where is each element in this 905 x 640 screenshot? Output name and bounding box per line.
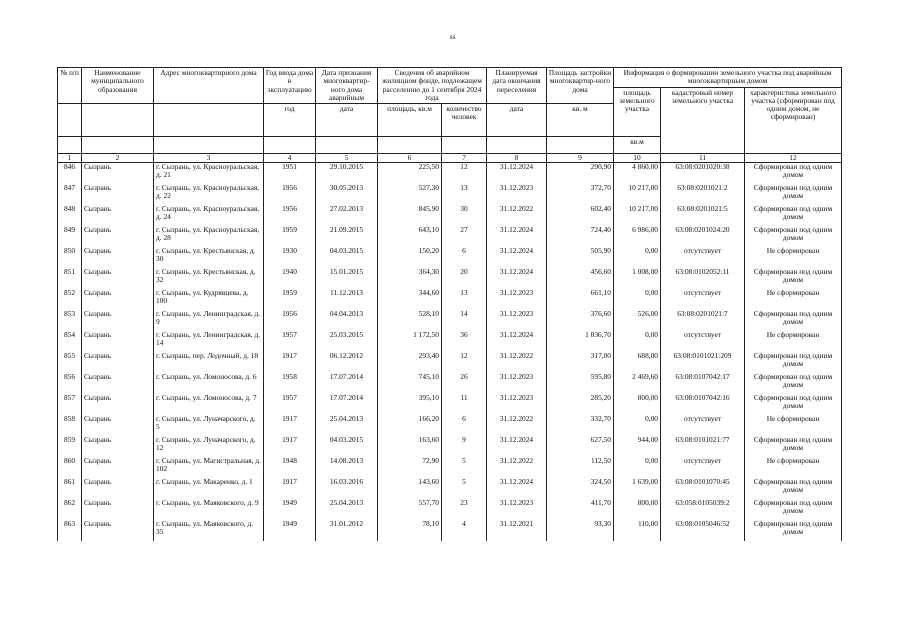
planned-date-cell: 31.12.2023 bbox=[487, 184, 547, 205]
cadastral-cell: 63:08:0201020:38 bbox=[661, 163, 745, 184]
municipality-cell: Сызрань bbox=[82, 268, 154, 289]
planned-date-cell: 31.12.2022 bbox=[487, 205, 547, 226]
address-cell: г. Сызрань, ул. Красноуральская, д. 21 bbox=[154, 163, 264, 184]
municipality-cell: Сызрань bbox=[82, 352, 154, 373]
municipality-cell: Сызрань bbox=[82, 289, 154, 310]
address-cell: г. Сызрань, ул. Луначарского, д. 5 bbox=[154, 415, 264, 436]
characteristic-cell: Сформирован под одним домом bbox=[745, 352, 842, 373]
cadastral-cell: 63:08:0105046:52 bbox=[661, 520, 745, 541]
year-cell: 1917 bbox=[264, 352, 316, 373]
table-row bbox=[58, 247, 842, 268]
residents-cell: 4 bbox=[442, 520, 487, 541]
planned-date-cell: 31.12.2022 bbox=[487, 415, 547, 436]
row-number: 858 bbox=[58, 415, 82, 436]
unit-year: год bbox=[264, 104, 316, 137]
emergency-housing-table bbox=[57, 67, 842, 541]
column-number: 6 bbox=[378, 154, 442, 163]
recognition-date-cell: 31.01.2012 bbox=[316, 520, 378, 541]
table-row bbox=[58, 415, 842, 436]
land-area-cell: 0,00 bbox=[614, 289, 661, 310]
row-number: 855 bbox=[58, 352, 82, 373]
area-cell: 150,20 bbox=[378, 247, 442, 268]
year-cell: 1959 bbox=[264, 226, 316, 247]
recognition-date-cell: 27.02.2013 bbox=[316, 205, 378, 226]
characteristic-cell: Сформирован под одним домом bbox=[745, 478, 842, 499]
cadastral-cell: 63:08:0101021:77 bbox=[661, 436, 745, 457]
address-cell: г. Сызрань, ул. Маяковского, д. 9 bbox=[154, 499, 264, 520]
residents-cell: 20 bbox=[442, 268, 487, 289]
area-cell: 225,50 bbox=[378, 163, 442, 184]
table-row bbox=[58, 373, 842, 394]
address-cell: г. Сызрань, ул. Красноуральская, д. 22 bbox=[154, 184, 264, 205]
address-cell: г. Сызрань, ул. Красноуральская, д. 24 bbox=[154, 205, 264, 226]
unit-land-sqm: кв.м bbox=[614, 137, 661, 154]
area-cell: 557,70 bbox=[378, 499, 442, 520]
area-cell: 163,60 bbox=[378, 436, 442, 457]
table-row bbox=[58, 352, 842, 373]
planned-date-cell: 31.12.2023 bbox=[487, 289, 547, 310]
year-cell: 1959 bbox=[264, 289, 316, 310]
unit-area: площадь, кв.м bbox=[378, 104, 442, 137]
cadastral-cell: 63:08:0102052:11 bbox=[661, 268, 745, 289]
characteristic-cell: Сформирован под одним домом bbox=[745, 184, 842, 205]
address-cell: г. Сызрань, ул. Крестьянская, д. 32 bbox=[154, 268, 264, 289]
residents-cell: 36 bbox=[442, 331, 487, 352]
building-area-cell: 372,70 bbox=[547, 184, 614, 205]
cadastral-cell: 63:08:0201021:2 bbox=[661, 184, 745, 205]
cadastral-cell: 63:08:0201021:5 bbox=[661, 205, 745, 226]
unit-date: дата bbox=[316, 104, 378, 137]
characteristic-cell: Сформирован под одним домом bbox=[745, 268, 842, 289]
row-number: 862 bbox=[58, 499, 82, 520]
area-cell: 395,10 bbox=[378, 394, 442, 415]
column-number: 8 bbox=[487, 154, 547, 163]
cadastral-cell: 63:08:0201021:7 bbox=[661, 310, 745, 331]
residents-cell: 6 bbox=[442, 415, 487, 436]
residents-cell: 5 bbox=[442, 457, 487, 478]
characteristic-cell: Сформирован под одним домом bbox=[745, 310, 842, 331]
year-cell: 1957 bbox=[264, 394, 316, 415]
unit-empty-7 bbox=[264, 137, 316, 154]
area-cell: 643,10 bbox=[378, 226, 442, 247]
residents-cell: 30 bbox=[442, 205, 487, 226]
recognition-date-cell: 17.07.2014 bbox=[316, 394, 378, 415]
year-cell: 1958 bbox=[264, 373, 316, 394]
building-area-cell: 1 036,70 bbox=[547, 331, 614, 352]
column-number: 12 bbox=[745, 154, 842, 163]
year-cell: 1956 bbox=[264, 310, 316, 331]
table-row bbox=[58, 268, 842, 289]
year-cell: 1949 bbox=[264, 520, 316, 541]
row-number: 848 bbox=[58, 205, 82, 226]
unit-sqm: кв. м bbox=[547, 104, 614, 137]
building-area-cell: 332,70 bbox=[547, 415, 614, 436]
header-year: Год ввода дома в эксплуатацию bbox=[264, 68, 316, 104]
row-number: 850 bbox=[58, 247, 82, 268]
recognition-date-cell: 15.01.2015 bbox=[316, 268, 378, 289]
land-area-cell: 4 860,00 bbox=[614, 163, 661, 184]
characteristic-cell: Не сформирован bbox=[745, 415, 842, 436]
land-area-cell: 0,00 bbox=[614, 331, 661, 352]
building-area-cell: 376,60 bbox=[547, 310, 614, 331]
residents-cell: 27 bbox=[442, 226, 487, 247]
table-row bbox=[58, 478, 842, 499]
building-area-cell: 112,50 bbox=[547, 457, 614, 478]
building-area-cell: 724,40 bbox=[547, 226, 614, 247]
column-number: 4 bbox=[264, 154, 316, 163]
area-cell: 845,90 bbox=[378, 205, 442, 226]
area-cell: 528,10 bbox=[378, 310, 442, 331]
residents-cell: 11 bbox=[442, 394, 487, 415]
column-number: 10 bbox=[614, 154, 661, 163]
land-area-cell: 688,00 bbox=[614, 352, 661, 373]
cadastral-cell: отсутствует bbox=[661, 247, 745, 268]
year-cell: 1948 bbox=[264, 457, 316, 478]
area-cell: 78,10 bbox=[378, 520, 442, 541]
header-land-info: Информация о формировании земельного участка под аварийным многоквартирным домом bbox=[614, 68, 842, 88]
address-cell: г. Сызрань, ул. Луначарского, д. 12 bbox=[154, 436, 264, 457]
recognition-date-cell: 06.12.2012 bbox=[316, 352, 378, 373]
characteristic-cell: Сформирован под одним домом bbox=[745, 520, 842, 541]
row-number: 857 bbox=[58, 394, 82, 415]
planned-date-cell: 31.12.2022 bbox=[487, 457, 547, 478]
land-area-cell: 800,00 bbox=[614, 499, 661, 520]
building-area-cell: 595,80 bbox=[547, 373, 614, 394]
unit-empty-5 bbox=[82, 137, 154, 154]
planned-date-cell: 31.12.2024 bbox=[487, 331, 547, 352]
table-row bbox=[58, 331, 842, 352]
cadastral-cell: 63:08:0107042:17 bbox=[661, 373, 745, 394]
cadastral-cell: 63:08:0101021:209 bbox=[661, 352, 745, 373]
planned-date-cell: 31.12.2024 bbox=[487, 226, 547, 247]
characteristic-cell: Не сформирован bbox=[745, 331, 842, 352]
address-cell: г. Сызрань, ул. Кудрявцева, д. 100 bbox=[154, 289, 264, 310]
address-cell: г. Сызрань, ул. Крестьянская, д. 30 bbox=[154, 247, 264, 268]
recognition-date-cell: 29.10.2015 bbox=[316, 163, 378, 184]
recognition-date-cell: 04.03.2015 bbox=[316, 247, 378, 268]
column-number: 11 bbox=[661, 154, 745, 163]
year-cell: 1940 bbox=[264, 268, 316, 289]
address-cell: г. Сызрань, ул. Ленинградская, д. 14 bbox=[154, 331, 264, 352]
row-number: 861 bbox=[58, 478, 82, 499]
row-number: 846 bbox=[58, 163, 82, 184]
building-area-cell: 285,20 bbox=[547, 394, 614, 415]
characteristic-cell: Сформирован под одним домом bbox=[745, 205, 842, 226]
header-recognition-date: Дата признания многоквартир-ного дома аварийным bbox=[316, 68, 378, 104]
cadastral-cell: 63:058:0105039:2 bbox=[661, 499, 745, 520]
address-cell: г. Сызрань, ул. Красноуральская, д. 28 bbox=[154, 226, 264, 247]
area-cell: 364,30 bbox=[378, 268, 442, 289]
table-row bbox=[58, 226, 842, 247]
planned-date-cell: 31.12.2024 bbox=[487, 268, 547, 289]
municipality-cell: Сызрань bbox=[82, 478, 154, 499]
table-row bbox=[58, 184, 842, 205]
municipality-cell: Сызрань bbox=[82, 310, 154, 331]
cadastral-cell: отсутствует bbox=[661, 457, 745, 478]
municipality-cell: Сызрань bbox=[82, 373, 154, 394]
municipality-cell: Сызрань bbox=[82, 499, 154, 520]
recognition-date-cell: 30.05.2013 bbox=[316, 184, 378, 205]
recognition-date-cell: 04.03.2015 bbox=[316, 436, 378, 457]
address-cell: г. Сызрань, ул. Ленинградская, д. 9 bbox=[154, 310, 264, 331]
land-area-cell: 0,00 bbox=[614, 415, 661, 436]
building-area-cell: 324,50 bbox=[547, 478, 614, 499]
year-cell: 1917 bbox=[264, 415, 316, 436]
cadastral-cell: 63:08:0101070:45 bbox=[661, 478, 745, 499]
address-cell: г. Сызрань, ул. Магистральная, д. 102 bbox=[154, 457, 264, 478]
area-cell: 293,40 bbox=[378, 352, 442, 373]
header-emergency-fund: Сведения об аварийном жилищном фонде, подлежащем расселению до 1 сентября 2024 года bbox=[378, 68, 487, 104]
residents-cell: 23 bbox=[442, 499, 487, 520]
planned-date-cell: 31.12.2023 bbox=[487, 499, 547, 520]
area-cell: 745,10 bbox=[378, 373, 442, 394]
unit-empty-4 bbox=[58, 137, 82, 154]
land-area-cell: 1 639,00 bbox=[614, 478, 661, 499]
table-row bbox=[58, 457, 842, 478]
recognition-date-cell: 25.04.2013 bbox=[316, 499, 378, 520]
land-area-cell: 0,00 bbox=[614, 457, 661, 478]
year-cell: 1949 bbox=[264, 499, 316, 520]
residents-cell: 12 bbox=[442, 352, 487, 373]
building-area-cell: 93,30 bbox=[547, 520, 614, 541]
recognition-date-cell: 21.09.2015 bbox=[316, 226, 378, 247]
column-number: 2 bbox=[82, 154, 154, 163]
header-planned-date: Планируемая дата окончания переселения bbox=[487, 68, 547, 104]
building-area-cell: 411,70 bbox=[547, 499, 614, 520]
planned-date-cell: 31.12.2024 bbox=[487, 478, 547, 499]
residents-cell: 13 bbox=[442, 289, 487, 310]
characteristic-cell: Сформирован под одним домом bbox=[745, 226, 842, 247]
row-number: 853 bbox=[58, 310, 82, 331]
unit-empty-8 bbox=[316, 137, 378, 154]
row-number: 852 bbox=[58, 289, 82, 310]
area-cell: 1 172,50 bbox=[378, 331, 442, 352]
table-row bbox=[58, 520, 842, 541]
residents-cell: 6 bbox=[442, 247, 487, 268]
planned-date-cell: 31.12.2023 bbox=[487, 373, 547, 394]
cadastral-cell: 63:08:0201024:20 bbox=[661, 226, 745, 247]
table-row bbox=[58, 499, 842, 520]
year-cell: 1917 bbox=[264, 478, 316, 499]
address-cell: г. Сызрань, ул. Ломоносова, д. 6 bbox=[154, 373, 264, 394]
recognition-date-cell: 25.03.2015 bbox=[316, 331, 378, 352]
area-cell: 527,30 bbox=[378, 184, 442, 205]
header-characteristic: характеристика земельного участка (сформирован под одним домом, не сформирован) bbox=[745, 87, 842, 154]
planned-date-cell: 31.12.2023 bbox=[487, 394, 547, 415]
land-area-cell: 800,00 bbox=[614, 394, 661, 415]
municipality-cell: Сызрань bbox=[82, 394, 154, 415]
planned-date-cell: 31.12.2024 bbox=[487, 436, 547, 457]
residents-cell: 9 bbox=[442, 436, 487, 457]
land-area-cell: 110,00 bbox=[614, 520, 661, 541]
characteristic-cell: Сформирован под одним домом bbox=[745, 373, 842, 394]
header-address: Адрес многоквартирного дома bbox=[154, 68, 264, 104]
year-cell: 1917 bbox=[264, 436, 316, 457]
unit-empty-11 bbox=[487, 137, 547, 154]
address-cell: г. Сызрань, ул. Маяковского, д. 35 bbox=[154, 520, 264, 541]
planned-date-cell: 31.12.2022 bbox=[487, 352, 547, 373]
cadastral-cell: отсутствует bbox=[661, 415, 745, 436]
recognition-date-cell: 16.03.2016 bbox=[316, 478, 378, 499]
table-row bbox=[58, 310, 842, 331]
unit-residents: количество человек bbox=[442, 104, 487, 137]
unit-empty-12 bbox=[547, 137, 614, 154]
characteristic-cell: Сформирован под одним домом bbox=[745, 499, 842, 520]
planned-date-cell: 31.12.2021 bbox=[487, 520, 547, 541]
year-cell: 1951 bbox=[264, 163, 316, 184]
land-area-cell: 6 986,00 bbox=[614, 226, 661, 247]
table-row bbox=[58, 394, 842, 415]
building-area-cell: 602,40 bbox=[547, 205, 614, 226]
characteristic-cell: Сформирован под одним домом bbox=[745, 394, 842, 415]
land-area-cell: 1 008,00 bbox=[614, 268, 661, 289]
year-cell: 1930 bbox=[264, 247, 316, 268]
row-number: 854 bbox=[58, 331, 82, 352]
municipality-cell: Сызрань bbox=[82, 520, 154, 541]
header-num: № п/п bbox=[58, 68, 82, 104]
land-area-cell: 526,00 bbox=[614, 310, 661, 331]
municipality-cell: Сызрань bbox=[82, 247, 154, 268]
characteristic-cell: Сформирован под одним домом bbox=[745, 436, 842, 457]
area-cell: 72,90 bbox=[378, 457, 442, 478]
unit-empty-2 bbox=[82, 104, 154, 137]
building-area-cell: 627,50 bbox=[547, 436, 614, 457]
unit-empty-6 bbox=[154, 137, 264, 154]
building-area-cell: 317,00 bbox=[547, 352, 614, 373]
characteristic-cell: Не сформирован bbox=[745, 289, 842, 310]
header-cadastral: кадастровый номер земельного участка bbox=[661, 87, 745, 154]
municipality-cell: Сызрань bbox=[82, 226, 154, 247]
column-number: 3 bbox=[154, 154, 264, 163]
row-number: 863 bbox=[58, 520, 82, 541]
address-cell: г. Сызрань, ул. Макаренко, д. 1 bbox=[154, 478, 264, 499]
residents-cell: 14 bbox=[442, 310, 487, 331]
unit-plan-date: дата bbox=[487, 104, 547, 137]
year-cell: 1956 bbox=[264, 205, 316, 226]
recognition-date-cell: 04.04.2013 bbox=[316, 310, 378, 331]
row-number: 856 bbox=[58, 373, 82, 394]
table-row bbox=[58, 205, 842, 226]
planned-date-cell: 31.12.2023 bbox=[487, 310, 547, 331]
address-cell: г. Сызрань, пер. Лодочный, д. 18 bbox=[154, 352, 264, 373]
row-number: 851 bbox=[58, 268, 82, 289]
residents-cell: 26 bbox=[442, 373, 487, 394]
recognition-date-cell: 25.04.2013 bbox=[316, 415, 378, 436]
municipality-cell: Сызрань bbox=[82, 415, 154, 436]
characteristic-cell: Не сформирован bbox=[745, 247, 842, 268]
area-cell: 166,20 bbox=[378, 415, 442, 436]
row-number: 860 bbox=[58, 457, 82, 478]
page-number: ss bbox=[449, 33, 456, 41]
municipality-cell: Сызрань bbox=[82, 436, 154, 457]
address-cell: г. Сызрань, ул. Ломоносова, д. 7 bbox=[154, 394, 264, 415]
cadastral-cell: отсутствует bbox=[661, 289, 745, 310]
land-area-cell: 2 469,60 bbox=[614, 373, 661, 394]
land-area-cell: 10 217,00 bbox=[614, 205, 661, 226]
row-number: 849 bbox=[58, 226, 82, 247]
year-cell: 1957 bbox=[264, 331, 316, 352]
header-building-area: Площадь застройки многоквартир-ного дома bbox=[547, 68, 614, 104]
area-cell: 344,60 bbox=[378, 289, 442, 310]
year-cell: 1956 bbox=[264, 184, 316, 205]
municipality-cell: Сызрань bbox=[82, 205, 154, 226]
unit-empty-3 bbox=[154, 104, 264, 137]
unit-empty-9 bbox=[378, 137, 442, 154]
table-row bbox=[58, 289, 842, 310]
recognition-date-cell: 11.12.2013 bbox=[316, 289, 378, 310]
municipality-cell: Сызрань bbox=[82, 331, 154, 352]
column-number: 1 bbox=[58, 154, 82, 163]
residents-cell: 12 bbox=[442, 163, 487, 184]
column-number: 9 bbox=[547, 154, 614, 163]
area-cell: 143,60 bbox=[378, 478, 442, 499]
table-row bbox=[58, 436, 842, 457]
building-area-cell: 290,90 bbox=[547, 163, 614, 184]
planned-date-cell: 31.12.2024 bbox=[487, 247, 547, 268]
building-area-cell: 661,10 bbox=[547, 289, 614, 310]
recognition-date-cell: 14.08.2013 bbox=[316, 457, 378, 478]
cadastral-cell: отсутствует bbox=[661, 331, 745, 352]
characteristic-cell: Сформирован под одним домом bbox=[745, 163, 842, 184]
planned-date-cell: 31.12.2024 bbox=[487, 163, 547, 184]
municipality-cell: Сызрань bbox=[82, 184, 154, 205]
header-municipality: Наименование муниципального образования bbox=[82, 68, 154, 104]
unit-empty-10 bbox=[442, 137, 487, 154]
building-area-cell: 456,60 bbox=[547, 268, 614, 289]
building-area-cell: 505,90 bbox=[547, 247, 614, 268]
land-area-cell: 10 217,00 bbox=[614, 184, 661, 205]
characteristic-cell: Не сформирован bbox=[745, 457, 842, 478]
column-number: 5 bbox=[316, 154, 378, 163]
land-area-cell: 0,00 bbox=[614, 247, 661, 268]
cadastral-cell: 63:08:0107042:16 bbox=[661, 394, 745, 415]
header-land-area: площадь земельного участка bbox=[614, 87, 661, 137]
row-number: 847 bbox=[58, 184, 82, 205]
column-number: 7 bbox=[442, 154, 487, 163]
row-number: 859 bbox=[58, 436, 82, 457]
table-row bbox=[58, 163, 842, 184]
residents-cell: 13 bbox=[442, 184, 487, 205]
unit-empty-1 bbox=[58, 104, 82, 137]
municipality-cell: Сызрань bbox=[82, 163, 154, 184]
residents-cell: 5 bbox=[442, 478, 487, 499]
municipality-cell: Сызрань bbox=[82, 457, 154, 478]
recognition-date-cell: 17.07.2014 bbox=[316, 373, 378, 394]
land-area-cell: 944,00 bbox=[614, 436, 661, 457]
